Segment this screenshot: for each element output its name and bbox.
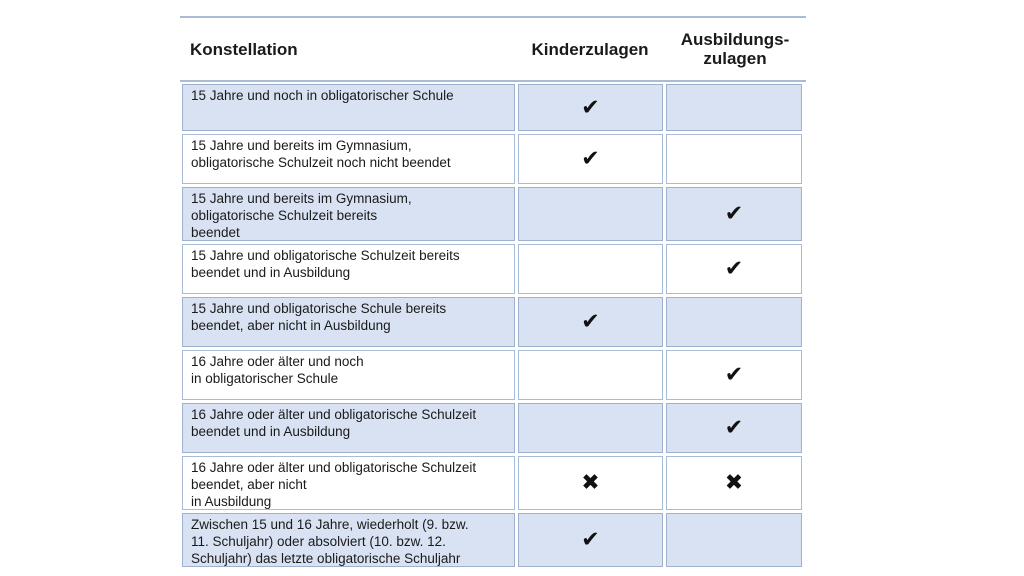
table-row: [180, 187, 806, 241]
constellation-cell: [182, 297, 515, 347]
table-row: [180, 84, 806, 131]
constellation-label: 16 Jahre oder älter und obligatorische Schulzeit beendet und in Ausbildung: [191, 407, 477, 439]
constellation-label: 16 Jahre oder älter und noch in obligatorischer Schule: [191, 354, 364, 386]
ausbildungszulagen-cell: [666, 297, 802, 347]
constellation-cell: [182, 244, 515, 294]
table-row: [180, 456, 806, 510]
constellation-cell: [182, 403, 515, 453]
table-row: [180, 134, 806, 184]
table-row: [180, 297, 806, 347]
cross-icon: ✖: [724, 470, 744, 496]
kinderzulagen-cell: [518, 297, 663, 347]
constellation-cell: [182, 350, 515, 400]
constellation-cell: [182, 84, 515, 131]
allowance-table: [180, 16, 806, 566]
kinderzulagen-cell: [518, 244, 663, 294]
ausbildungszulagen-cell: [666, 403, 802, 453]
table-row: [180, 403, 806, 453]
checkmark-icon: ✔: [581, 527, 600, 553]
constellation-label: 15 Jahre und obligatorische Schule bereits beendet, aber nicht in Ausbildung: [191, 301, 447, 333]
checkmark-icon: ✔: [581, 95, 600, 120]
kinderzulagen-cell: [518, 134, 663, 184]
constellation-cell: [182, 134, 515, 184]
kinderzulagen-cell: [518, 456, 663, 510]
header-kinderzulagen: Kinderzulagen: [531, 39, 649, 59]
constellation-label: Zwischen 15 und 16 Jahre, wiederholt (9. bzw. 11. Schuljahr) oder absolviert (10. bzw. 12. Schuljahr) das letzte obligatorische Schuljahr: [191, 517, 469, 566]
kinderzulagen-cell: [518, 513, 663, 567]
kinderzulagen-cell: [518, 187, 663, 241]
constellation-cell: [182, 187, 515, 241]
checkmark-icon: ✔: [724, 362, 744, 388]
table-row: [180, 350, 806, 400]
ausbildungszulagen-cell: [666, 187, 802, 241]
kinderzulagen-cell: [518, 84, 663, 131]
ausbildungszulagen-cell: [666, 350, 802, 400]
constellation-label: 15 Jahre und bereits im Gymnasium, obligatorische Schulzeit noch nicht beendet: [191, 138, 451, 170]
table-header: [180, 18, 806, 82]
constellation-cell: [182, 513, 515, 567]
table-row: [180, 513, 806, 567]
ausbildungszulagen-cell: [666, 244, 802, 294]
constellation-label: 15 Jahre und obligatorische Schulzeit bereits beendet und in Ausbildung: [191, 248, 460, 280]
constellation-label: 15 Jahre und bereits im Gymnasium, obligatorische Schulzeit bereits beendet: [191, 191, 412, 240]
checkmark-icon: ✔: [724, 201, 744, 227]
checkmark-icon: ✔: [581, 309, 600, 335]
ausbildungszulagen-cell: [666, 513, 802, 567]
ausbildungszulagen-cell: [666, 84, 802, 131]
constellation-label: 16 Jahre oder älter und obligatorische Schulzeit beendet, aber nicht in Ausbildung: [191, 460, 477, 509]
cross-icon: ✖: [581, 470, 600, 496]
constellation-label: 15 Jahre und noch in obligatorischer Schule: [191, 88, 454, 103]
constellation-cell: [182, 456, 515, 510]
checkmark-icon: ✔: [724, 415, 744, 441]
kinderzulagen-cell: [518, 403, 663, 453]
checkmark-icon: ✔: [724, 256, 744, 282]
kinderzulagen-cell: [518, 350, 663, 400]
ausbildungszulagen-cell: [666, 456, 802, 510]
header-konstellation: Konstellation: [190, 39, 298, 59]
ausbildungszulagen-cell: [666, 134, 802, 184]
checkmark-icon: ✔: [581, 146, 600, 172]
table-row: [180, 244, 806, 294]
header-ausbildungszulagen: Ausbildungs- zulagen: [680, 30, 790, 68]
